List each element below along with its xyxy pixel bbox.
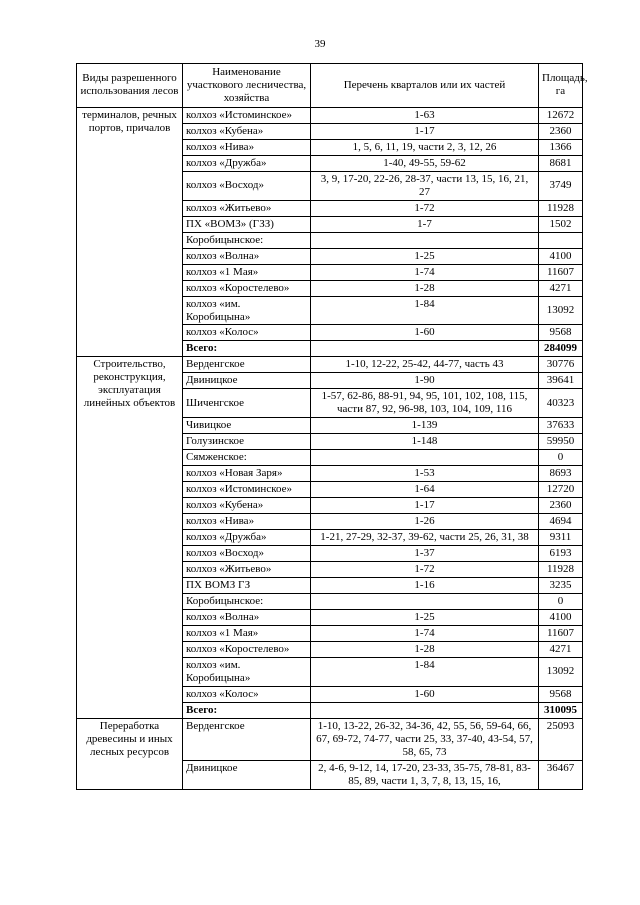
area-cell: 13092 — [539, 296, 583, 325]
quarters-cell: 1-84 — [311, 657, 539, 686]
area-cell: 1366 — [539, 139, 583, 155]
quarters-cell: 1-90 — [311, 373, 539, 389]
area-cell: 12672 — [539, 107, 583, 123]
forestry-name-cell: Верденгское — [183, 718, 311, 760]
quarters-cell: 1-74 — [311, 264, 539, 280]
forestry-name-cell: колхоз «Дружба» — [183, 155, 311, 171]
quarters-cell: 1-40, 49-55, 59-62 — [311, 155, 539, 171]
total-empty-cell — [311, 341, 539, 357]
area-cell: 36467 — [539, 760, 583, 789]
forestry-name-cell: колхоз «Истоминское» — [183, 482, 311, 498]
area-cell: 4694 — [539, 514, 583, 530]
quarters-cell: 1-64 — [311, 482, 539, 498]
quarters-cell: 1-60 — [311, 325, 539, 341]
quarters-cell: 1-84 — [311, 296, 539, 325]
header-forestry-name: Наименование участкового лесничества, хозяйства — [183, 64, 311, 108]
page-number: 39 — [314, 38, 326, 50]
area-cell: 0 — [539, 593, 583, 609]
area-cell: 39641 — [539, 373, 583, 389]
forestry-name-cell: колхоз «Колос» — [183, 686, 311, 702]
quarters-cell: 1-16 — [311, 577, 539, 593]
area-cell: 4100 — [539, 248, 583, 264]
area-cell: 25093 — [539, 718, 583, 760]
quarters-cell: 1-26 — [311, 514, 539, 530]
area-cell: 9311 — [539, 530, 583, 546]
area-cell: 3749 — [539, 171, 583, 200]
quarters-cell: 1-25 — [311, 248, 539, 264]
area-cell: 4271 — [539, 641, 583, 657]
quarters-cell: 1-7 — [311, 216, 539, 232]
area-cell: 30776 — [539, 357, 583, 373]
forestry-name-cell: колхоз «Житьево» — [183, 200, 311, 216]
quarters-cell: 1-72 — [311, 200, 539, 216]
quarters-cell: 2, 4-6, 9-12, 14, 17-20, 23-33, 35-75, 78-81, 83-85, 89, части 1, 3, 7, 8, 13, 15, 16, — [311, 760, 539, 789]
header-use-kind: Виды разрешенного использования лесов — [77, 64, 183, 108]
use-kind-cell: Переработка древесины и иных лесных ресурсов — [77, 718, 183, 789]
area-cell: 11607 — [539, 625, 583, 641]
quarters-cell: 1-74 — [311, 625, 539, 641]
total-value: 310095 — [539, 702, 583, 718]
area-cell: 11928 — [539, 562, 583, 578]
forestry-name-cell: колхоз «Нива» — [183, 139, 311, 155]
table-row — [77, 357, 583, 373]
area-cell: 37633 — [539, 418, 583, 434]
area-cell — [539, 232, 583, 248]
use-kind-cell: Строительство, реконструкция, эксплуатация линейных объектов — [77, 357, 183, 718]
area-cell: 13092 — [539, 657, 583, 686]
forestry-name-cell: колхоз «Волна» — [183, 609, 311, 625]
forestry-name-cell: колхоз «Дружба» — [183, 530, 311, 546]
forestry-name-cell: Коробицынское: — [183, 593, 311, 609]
forestry-name-cell: колхоз «им. Коробицына» — [183, 657, 311, 686]
total-value: 284099 — [539, 341, 583, 357]
quarters-cell: 3, 9, 17-20, 22-26, 28-37, части 13, 15, 16, 21, 27 — [311, 171, 539, 200]
table-row — [77, 107, 583, 123]
forestry-name-cell: колхоз «Житьево» — [183, 562, 311, 578]
quarters-cell — [311, 450, 539, 466]
quarters-cell: 1-60 — [311, 686, 539, 702]
area-cell: 11928 — [539, 200, 583, 216]
area-cell: 0 — [539, 450, 583, 466]
header-area: Площадь, га — [539, 64, 583, 108]
forestry-name-cell: колхоз «Коростелево» — [183, 280, 311, 296]
area-cell: 2360 — [539, 498, 583, 514]
forestry-name-cell: Коробицынское: — [183, 232, 311, 248]
area-cell: 9568 — [539, 325, 583, 341]
quarters-cell: 1, 5, 6, 11, 19, части 2, 3, 12, 26 — [311, 139, 539, 155]
header-quarters-list: Перечень кварталов или их частей — [311, 64, 539, 108]
area-cell: 4100 — [539, 609, 583, 625]
forest-use-table — [76, 63, 588, 790]
area-cell: 12720 — [539, 482, 583, 498]
area-cell: 2360 — [539, 123, 583, 139]
area-cell: 11607 — [539, 264, 583, 280]
forestry-name-cell: колхоз «Коростелево» — [183, 641, 311, 657]
forestry-name-cell: колхоз «Кубена» — [183, 498, 311, 514]
quarters-cell: 1-21, 27-29, 32-37, 39-62, части 25, 26, 31, 38 — [311, 530, 539, 546]
forestry-name-cell: колхоз «1 Мая» — [183, 625, 311, 641]
total-empty-cell — [311, 702, 539, 718]
forestry-name-cell: ПХ ВОМЗ ГЗ — [183, 577, 311, 593]
forestry-name-cell: колхоз «Кубена» — [183, 123, 311, 139]
forestry-name-cell: Голузинское — [183, 434, 311, 450]
quarters-cell: 1-57, 62-86, 88-91, 94, 95, 101, 102, 108, 115, части 87, 92, 96-98, 103, 104, 109, 116 — [311, 389, 539, 418]
forestry-name-cell: Сямженское: — [183, 450, 311, 466]
forestry-name-cell: колхоз «Истоминское» — [183, 107, 311, 123]
area-cell: 8693 — [539, 466, 583, 482]
quarters-cell: 1-28 — [311, 641, 539, 657]
area-cell: 4271 — [539, 280, 583, 296]
area-cell: 9568 — [539, 686, 583, 702]
quarters-cell — [311, 232, 539, 248]
quarters-cell: 1-28 — [311, 280, 539, 296]
area-cell: 8681 — [539, 155, 583, 171]
quarters-cell — [311, 593, 539, 609]
quarters-cell: 1-37 — [311, 546, 539, 562]
area-cell: 59950 — [539, 434, 583, 450]
area-cell: 1502 — [539, 216, 583, 232]
forestry-name-cell: Двиницкое — [183, 373, 311, 389]
forestry-name-cell: колхоз «1 Мая» — [183, 264, 311, 280]
quarters-cell: 1-25 — [311, 609, 539, 625]
table-header-row — [77, 64, 583, 108]
forestry-name-cell: колхоз «Восход» — [183, 171, 311, 200]
forestry-name-cell: Двиницкое — [183, 760, 311, 789]
forestry-name-cell: Шиченгское — [183, 389, 311, 418]
quarters-cell: 1-63 — [311, 107, 539, 123]
forestry-name-cell: Чивицкое — [183, 418, 311, 434]
forestry-name-cell: колхоз «Волна» — [183, 248, 311, 264]
quarters-cell: 1-10, 13-22, 26-32, 34-36, 42, 55, 56, 59-64, 66, 67, 69-72, 74-77, части 25, 33, 37-40, 43-54, 57, 58, 65, 73 — [311, 718, 539, 760]
area-cell: 40323 — [539, 389, 583, 418]
area-cell: 3235 — [539, 577, 583, 593]
area-cell: 6193 — [539, 546, 583, 562]
use-kind-cell: терминалов, речных портов, причалов — [77, 107, 183, 357]
forestry-name-cell: колхоз «Колос» — [183, 325, 311, 341]
quarters-cell: 1-17 — [311, 498, 539, 514]
quarters-cell: 1-17 — [311, 123, 539, 139]
quarters-cell: 1-139 — [311, 418, 539, 434]
table-row — [77, 718, 583, 760]
forestry-name-cell: колхоз «им. Коробицына» — [183, 296, 311, 325]
forestry-name-cell: колхоз «Восход» — [183, 546, 311, 562]
quarters-cell: 1-53 — [311, 466, 539, 482]
forestry-name-cell: колхоз «Нива» — [183, 514, 311, 530]
table-body — [77, 107, 583, 789]
quarters-cell: 1-10, 12-22, 25-42, 44-77, часть 43 — [311, 357, 539, 373]
forestry-name-cell: колхоз «Новая Заря» — [183, 466, 311, 482]
forestry-name-cell: ПХ «ВОМЗ» (ГЗЗ) — [183, 216, 311, 232]
total-label: Всего: — [183, 702, 311, 718]
forestry-name-cell: Верденгское — [183, 357, 311, 373]
quarters-cell: 1-148 — [311, 434, 539, 450]
total-label: Всего: — [183, 341, 311, 357]
quarters-cell: 1-72 — [311, 562, 539, 578]
